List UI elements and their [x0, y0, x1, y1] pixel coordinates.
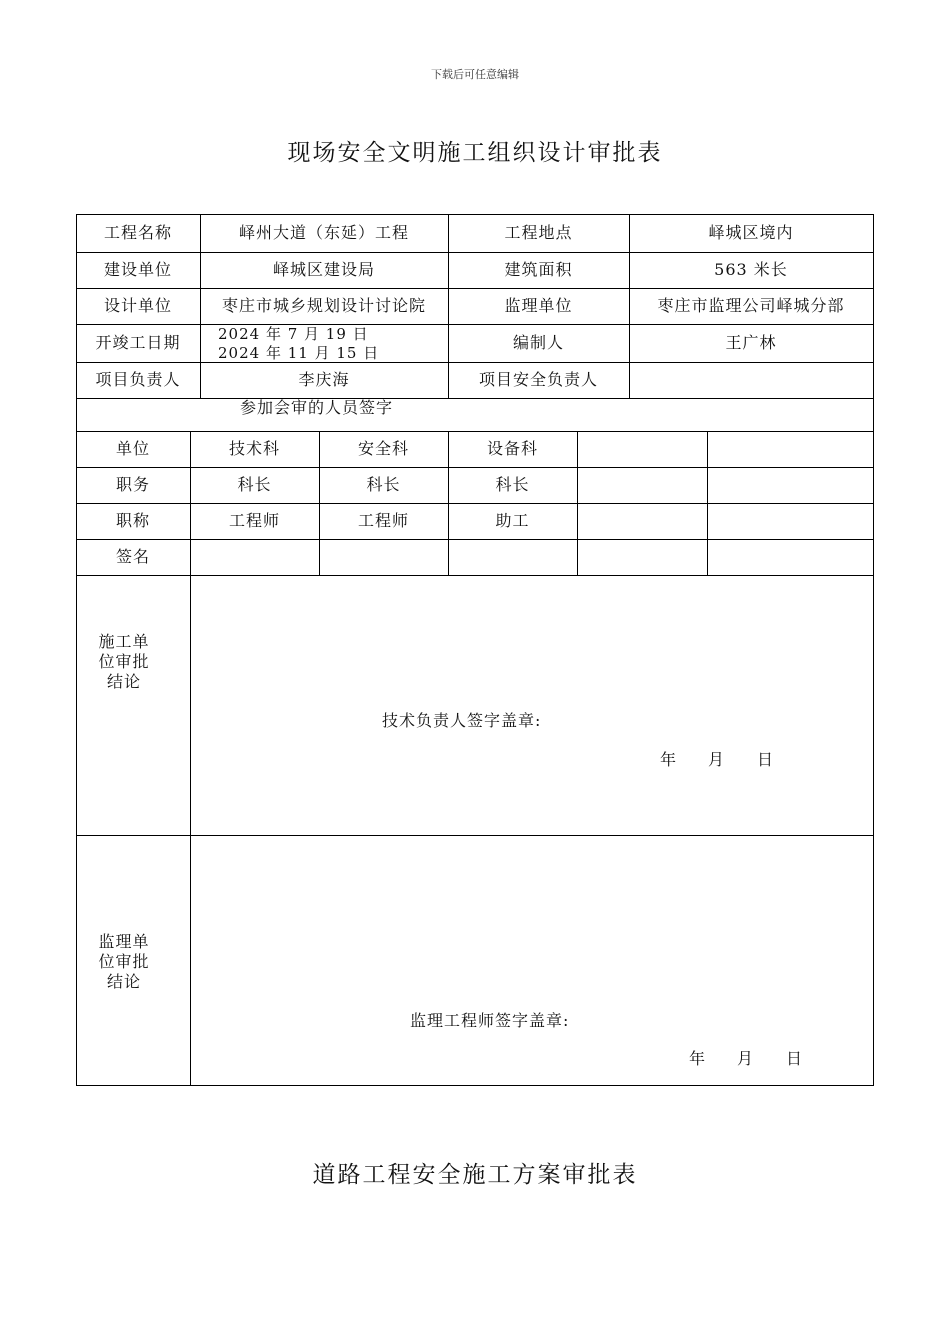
reviewer-cell: 科长 — [495, 475, 530, 494]
reviewer-row-label: 单位 — [115, 439, 150, 458]
reviewer-cell: 科长 — [237, 475, 272, 494]
label-supervisor: 监理单位 — [504, 296, 573, 315]
rule — [873, 214, 874, 1086]
reviewer-cell — [707, 539, 873, 575]
reviewer-cell — [577, 431, 707, 467]
header-note: 下载后可任意编辑 — [431, 68, 519, 81]
supervision-label-line: 位审批 — [98, 952, 150, 971]
start-date: 2024 年 7 月 19 日 — [218, 325, 369, 343]
reviewer-cell: 助工 — [495, 511, 530, 530]
reviewer-cell — [577, 467, 707, 503]
label-compiler: 编制人 — [512, 333, 564, 352]
reviewer-cell: 工程师 — [357, 511, 409, 530]
page-title: 现场安全文明施工组织设计审批表 — [287, 140, 663, 166]
reviewer-row-label: 签名 — [115, 547, 150, 566]
rule — [76, 835, 874, 836]
end-date: 2024 年 11 月 15 日 — [218, 344, 380, 362]
construction-label-line: 施工单 — [98, 632, 150, 651]
construction-label-line: 结论 — [106, 672, 141, 691]
value-project-location: 峄城区境内 — [708, 223, 794, 242]
reviewer-cell — [577, 503, 707, 539]
value-project-name: 峄州大道（东延）工程 — [238, 223, 409, 242]
reviewer-cell: 安全科 — [357, 439, 409, 458]
construction-label — [84, 632, 164, 692]
review-heading: 参加会审的人员签字 — [240, 398, 394, 417]
reviewer-cell — [707, 467, 873, 503]
rule — [76, 398, 874, 399]
reviewer-row-label: 职务 — [115, 475, 150, 494]
label-project-location: 工程地点 — [504, 223, 573, 242]
label-project-lead: 项目负责人 — [95, 370, 181, 389]
value-supervisor: 枣庄市监理公司峄城分部 — [657, 296, 845, 315]
reviewer-cell: 设备科 — [486, 439, 538, 458]
reviewer-cell: 科长 — [366, 475, 401, 494]
label-designer: 设计单位 — [103, 296, 172, 315]
rule — [76, 575, 874, 576]
construction-date-year: 年 — [660, 750, 678, 769]
label-builder: 建设单位 — [103, 260, 172, 279]
value-builder: 峄城区建设局 — [272, 260, 375, 279]
reviewer-cell — [707, 503, 873, 539]
supervision-sign-text: 监理工程师签字盖章: — [410, 1011, 570, 1030]
supervision-label-line: 结论 — [106, 972, 141, 991]
construction-sign-text: 技术负责人签字盖章: — [382, 711, 542, 730]
rule — [76, 1085, 874, 1086]
value-designer: 枣庄市城乡规划设计讨论院 — [221, 296, 426, 315]
value-safety-lead — [629, 362, 873, 398]
approval-form — [76, 214, 874, 1086]
value-area: 563 米长 — [714, 260, 788, 279]
reviewer-cell: 技术科 — [228, 439, 280, 458]
reviewer-cell: 工程师 — [228, 511, 280, 530]
construction-date-day: 日 — [757, 750, 775, 769]
label-safety-lead: 项目安全负责人 — [478, 370, 598, 389]
value-compiler: 王广林 — [725, 333, 777, 352]
supervision-date-year: 年 — [689, 1049, 707, 1068]
supervision-label-line: 监理单 — [98, 932, 150, 951]
value-dates — [218, 325, 379, 363]
supervision-label — [84, 932, 164, 992]
supervision-date-day: 日 — [786, 1049, 804, 1068]
construction-label-line: 位审批 — [98, 652, 150, 671]
reviewer-cell — [190, 539, 319, 575]
value-project-lead: 李庆海 — [298, 370, 350, 389]
supervision-date-month: 月 — [737, 1049, 755, 1068]
reviewer-cell — [707, 431, 873, 467]
next-page-title: 道路工程安全施工方案审批表 — [312, 1162, 638, 1188]
reviewer-cell — [319, 539, 448, 575]
reviewer-cell — [448, 539, 577, 575]
label-project-name: 工程名称 — [103, 223, 172, 242]
reviewer-row-label: 职称 — [115, 511, 150, 530]
label-area: 建筑面积 — [504, 260, 573, 279]
construction-date-month: 月 — [708, 750, 726, 769]
reviewer-cell — [577, 539, 707, 575]
label-dates: 开竣工日期 — [95, 333, 181, 352]
